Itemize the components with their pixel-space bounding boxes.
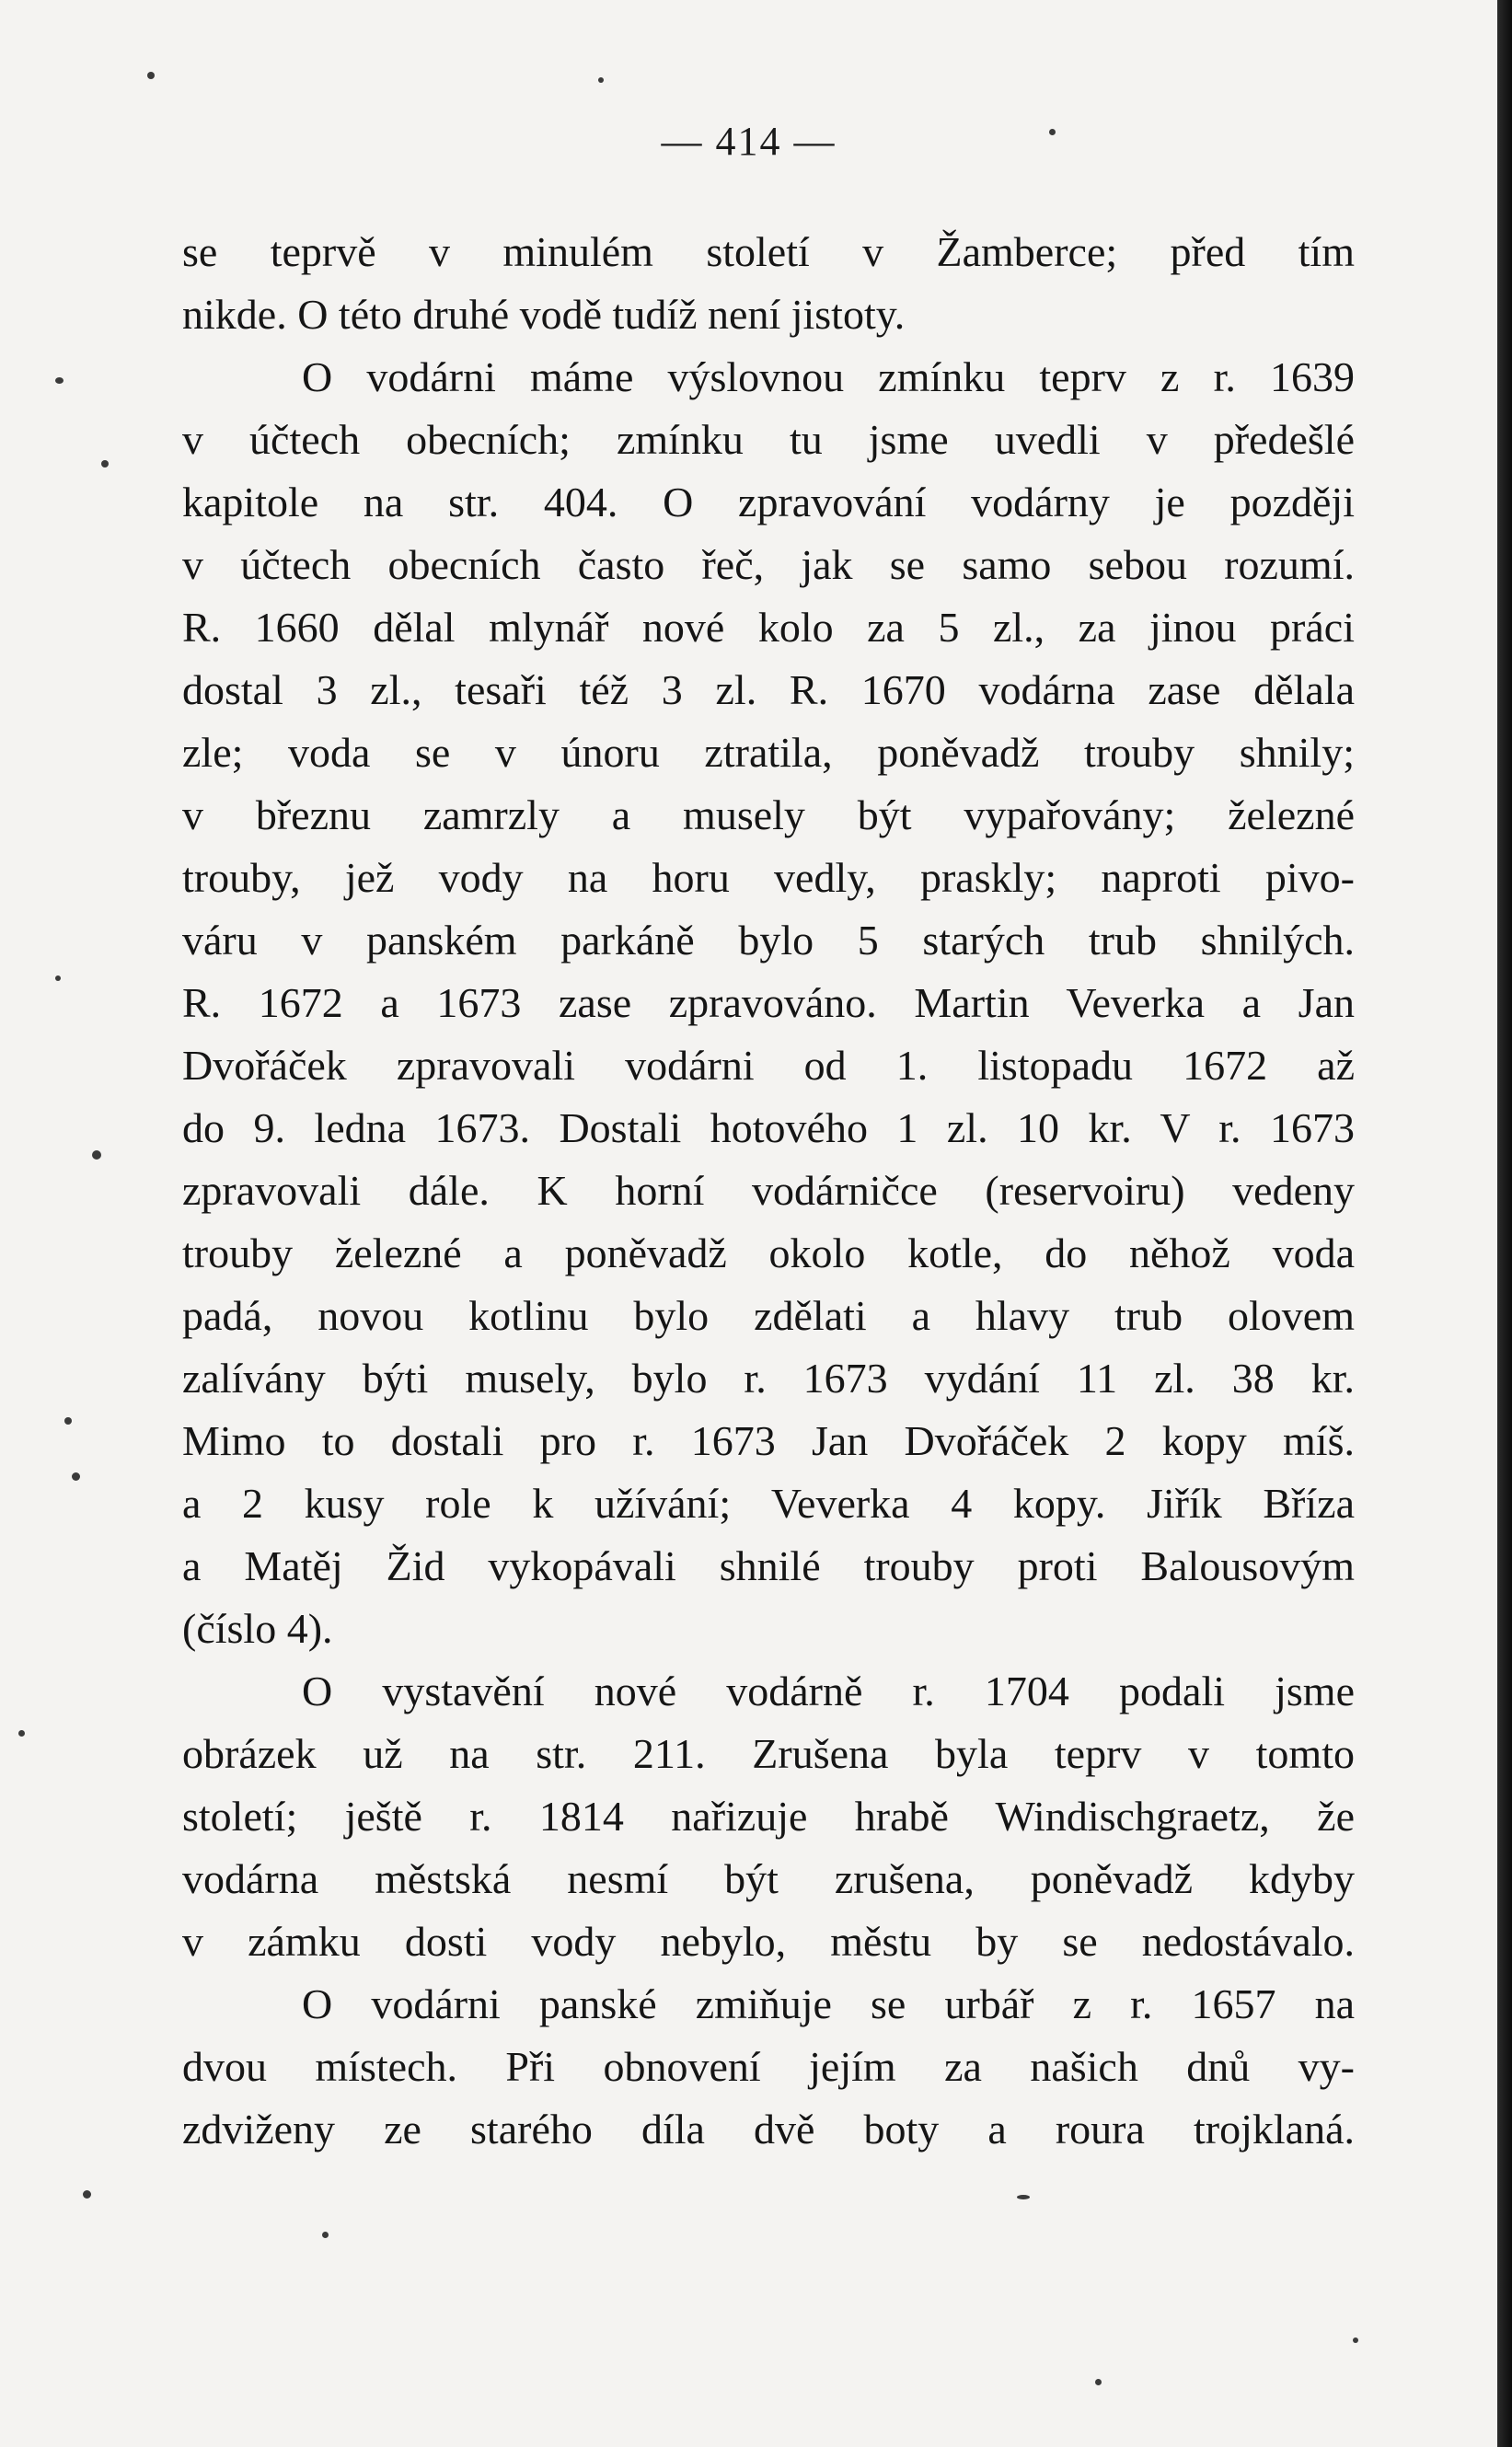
text-line: kapitole na str. 404. O zpravování vodárny je později xyxy=(182,479,1355,525)
scan-speck xyxy=(18,1730,25,1737)
text-line: v březnu zamrzly a musely být vypařovány; železné xyxy=(182,791,1355,838)
text-line: nikde. O této druhé vodě tudíž není jistoty. xyxy=(182,291,906,338)
scan-speck xyxy=(101,460,109,467)
scan-speck xyxy=(598,77,604,83)
text-line: R. 1672 a 1673 zase zpravováno. Martin Veverka a Jan xyxy=(182,979,1355,1026)
text-line: v účtech obecních; zmínku tu jsme uvedli v předešlé xyxy=(182,416,1355,463)
scan-speck xyxy=(92,1150,101,1160)
text-line: zdviženy ze starého díla dvě boty a roura trojklaná. xyxy=(182,2106,1355,2153)
scan-speck xyxy=(147,72,155,79)
text-line: zpravovali dále. K horní vodárničce (reservoiru) vedeny xyxy=(182,1167,1355,1214)
text-line: se teprvě v minulém století v Žamberce; před tím xyxy=(182,228,1355,275)
scan-speck xyxy=(1353,2337,1358,2343)
text-line: a Matěj Žid vykopávali shnilé trouby proti Balousovým xyxy=(182,1542,1355,1589)
scan-speck xyxy=(72,1472,80,1481)
text-line: v účtech obecních často řeč, jak se samo sebou rozumí. xyxy=(182,541,1355,588)
text-line: dvou místech. Při obnovení jejím za našich dnů vy- xyxy=(182,2043,1355,2090)
text-line: Dvořáček zpravovali vodárni od 1. listopadu 1672 až xyxy=(182,1042,1355,1089)
text-line: v zámku dosti vody nebylo, městu by se nedostávalo. xyxy=(182,1918,1355,1965)
scan-speck xyxy=(55,377,63,384)
text-line: století; ještě r. 1814 nařizuje hrabě Windischgraetz, že xyxy=(182,1793,1355,1840)
text-line: R. 1660 dělal mlynář nové kolo za 5 zl., za jinou práci xyxy=(182,604,1355,651)
text-line: trouby, jež vody na horu vedly, praskly; naproti pivo- xyxy=(182,854,1355,901)
text-line: trouby železné a poněvadž okolo kotle, do něhož voda xyxy=(182,1229,1355,1276)
page-edge-shadow xyxy=(1497,0,1512,2447)
text-line: vodárna městská nesmí být zrušena, poněvadž kdyby xyxy=(182,1855,1355,1902)
text-line: zalívány býti musely, bylo r. 1673 vydání 11 zl. 38 kr. xyxy=(182,1355,1355,1402)
scan-speck xyxy=(1017,2195,1030,2199)
text-line: O vystavění nové vodárně r. 1704 podali jsme xyxy=(302,1668,1355,1714)
text-line: O vodárni máme výslovnou zmínku teprv z r. 1639 xyxy=(302,353,1355,400)
page-number: — 414 — xyxy=(661,119,837,164)
text-line: a 2 kusy role k užívání; Veverka 4 kopy. Jiřík Bříza xyxy=(182,1480,1355,1527)
scan-speck xyxy=(83,2190,91,2199)
text-line: O vodárni panské zmiňuje se urbář z r. 1657 na xyxy=(302,1980,1355,2027)
text-line: dostal 3 zl., tesaři též 3 zl. R. 1670 vodárna zase dělala xyxy=(182,666,1355,713)
text-line: padá, novou kotlinu bylo zdělati a hlavy trub olovem xyxy=(182,1292,1355,1339)
body-text xyxy=(182,221,1355,2161)
scan-speck xyxy=(55,975,61,981)
text-line: zle; voda se v únoru ztratila, poněvadž trouby shnily; xyxy=(182,729,1355,776)
text-line: váru v panském parkáně bylo 5 starých trub shnilých. xyxy=(182,917,1355,964)
text-line: (číslo 4). xyxy=(182,1605,333,1652)
scan-speck xyxy=(322,2232,329,2238)
text-line: Mimo to dostali pro r. 1673 Jan Dvořáček 2 kopy míš. xyxy=(182,1417,1355,1464)
scan-speck xyxy=(64,1417,72,1425)
text-line: obrázek už na str. 211. Zrušena byla teprv v tomto xyxy=(182,1730,1355,1777)
text-line: do 9. ledna 1673. Dostali hotového 1 zl. 10 kr. V r. 1673 xyxy=(182,1104,1355,1151)
scan-speck xyxy=(1095,2379,1102,2385)
